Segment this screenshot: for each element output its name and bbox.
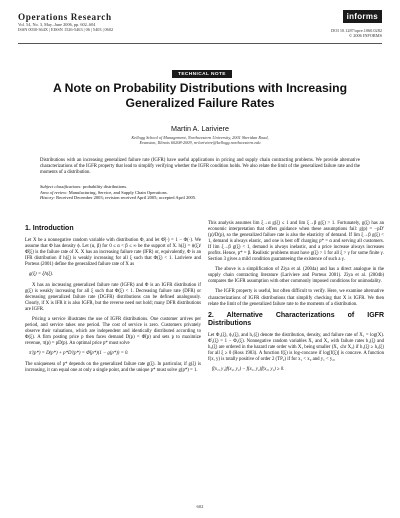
right-column <box>208 221 384 378</box>
equation-2: π′(p*) = D(p*) + p*D′(p*) = Φ̄(p*)(1 − g(p*)) = 0. <box>29 351 129 357</box>
volume-line: Vol. 54, No. 3, May–June 2006, pp. 602–604 <box>18 22 96 27</box>
history-value: Received December 2003; revision received April 2005; accepted April 2005. <box>56 195 197 201</box>
affiliation-line-2: Evanston, Illinois 60208-2009, m-lariviere@kellogg.northwestern.edu <box>139 140 261 146</box>
paragraph: The uniqueness of p* depends on the generalized failure rate g(ξ). In particular, if g(ξ) is increasing, it can equal one at only a single point, and the unique p* must solve g(p*) = 1. <box>25 362 201 374</box>
issn-line: ISSN 0030-364X | EISSN 1526-5463 | 06 | 5403 | 0602 <box>18 27 114 32</box>
doi: DOI 10.1287/opre.1060.0282 <box>331 28 382 33</box>
area-label: Area of review: <box>40 189 68 195</box>
paragraph: The above is a simplification of Ziya et al. (2004a) and has a direct analogue in the supply chain contracting literature (Lariviere and Porteus 2001). Ziya et al. (2004b) compares the IGFR assumption with other commonly imposed conditions for unimodality. <box>208 267 384 285</box>
paragraph: Let Φ₁(ξ), ϕ₁(ξ), and h₁(ξ) denote the distribution, density, and failure rate of X₁ = log(X). Φ̄₁(ξ) = 1 − Φ₁(ξ). Nonnegative random variables X₁ and X₂ with failure rates h₁(ξ) and h₂(ξ) are ordered in the hazard rate order with X₁ being smaller (X₁ ≤hr X₂) if h₁(ξ) ≥ h₂(ξ) for all ξ ≥ 0 (Ross 1983). A function f(ξ) is log-concave if log[f(ξ)] is concave. A function f(x, y) is totally positive of order 2 (TP₂) if for x₁ < x₂ and y₁ < y₂, <box>208 332 384 362</box>
affiliation-line-1: Kellogg School of Management, Northwestern University, 2001 Sheridan Road, <box>131 135 269 140</box>
paragraph: Let X be a nonnegative random variable with distribution Φ, and let Φ̄(·) = 1 − Φ(·). We assume that Φ has density ϕ. Let (α, β) for 0 ≤ α < β ≤ ∞ be the support of X. h(ξ) = ϕ(ξ)/Φ̄(ξ) is the failure rate of X. X has an increasing failure rate (IFR) or, equivalently, Φ is an IFR distribution if h(ξ) is weakly increasing for all ξ such that Φ(ξ) < 1. Lariviere and Porteus (2001) define the generalized failure rate of X as <box>25 237 201 267</box>
title-line-1: A Note on Probability Distributions with Increasing <box>52 81 348 95</box>
equation-1: g(ξ) = ξh(ξ). <box>29 271 54 277</box>
publisher-logo: informs <box>343 10 382 23</box>
paragraph: X has an increasing generalized failure rate (IGFR) and Φ is an IGFR distribution if g(ξ) is weakly increasing for all ξ such that Φ(ξ) < 1. Decreasing failure rate (DFR) or decreasing generalized failure rate (DGFR) distributions can be defined analogously. Clearly, if X is IFR it is also IGFR, but the reverse need not hold; many DFR distributions are IGFR. <box>25 282 201 312</box>
journal-name: Operations Research <box>18 12 112 22</box>
title-line-2: Generalized Failure Rates <box>125 96 275 110</box>
page-number: 602 <box>196 504 204 509</box>
subject-value: probability distributions. <box>82 184 128 189</box>
section-2-heading: 2. Alternative Characterizations of IGFR Distributions <box>208 311 384 328</box>
abstract: Distributions with an increasing generalized failure rate (IGFR) have useful applications in pricing and supply chain contracting problems. We provide alternative characterizations of the IGFR property that lead to simplify verifying whether the IGFR condition holds. We also relate the limit of the generalized failure rate and the moments of a distribution. <box>40 158 360 176</box>
article-title <box>30 81 370 111</box>
paragraph: This analysis assumes lim ξ→α g(ξ) ≤ 1 and lim ξ→β g(ξ) > 1. Fortunately, g(ξ) has an economic interpretation that offers guidance when these assumptions fail: g(p) = −pD′(p)/D(p), so the generalized failure rate is also the elasticity of demand. If lim ξ→β g(ξ) < 1, demand is always elastic, and one is best off charging p* = α and serving all customers. If lim ξ→β g(ξ) < 1, demand is always inelastic, and a price increase always increases profits. Hence, p* = β. Realistic problems must have g(ξ) > 1 for all ξ > γ for some finite γ. Section 3 gives a mild condition guaranteeing the existence of such a γ. <box>208 221 384 263</box>
copyright: © 2006 INFORMS <box>348 33 382 39</box>
article-type-tag: TECHNICAL NOTE <box>172 70 232 78</box>
equation-3: f(x₁, y₁)f(x₂, y₂) − f(x₁, y₂)f(x₂, y₁) ≥ 0. <box>212 366 285 372</box>
article-metadata <box>40 184 360 201</box>
header-rule <box>18 43 382 44</box>
history <box>40 195 360 201</box>
journal-header <box>18 12 113 32</box>
area-value: Manufacturing, Service, and Supply Chain Operations. <box>68 189 168 195</box>
doi-block <box>331 28 382 38</box>
affiliation <box>40 135 360 145</box>
subject-label: Subject classifications: <box>40 184 82 189</box>
author-name: Martin A. Lariviere <box>171 124 229 133</box>
history-label: History: <box>40 195 55 201</box>
section-1-heading: 1. Introduction <box>25 225 74 232</box>
left-column <box>25 221 201 378</box>
paragraph: Pricing a service illustrates the use of IGFR distributions. One customer arrives per period, and service takes one period. The cost of service is zero. Customers privately observe their valuations, which are independent and identically distributed according to Φ(ξ). A firm posting price p then faces demand D(p) = Φ̄(p) and sets p to maximize revenue, π(p) = pD(p). An optimal price p* must solve <box>25 317 201 347</box>
paragraph: The IGFR property is useful, but often difficult to verify. Here, we examine alternative characterizations of IGFR distributions that simplify checking that X is IGFR. We then relate the limit of the generalized failure rate to the moments of a distribution. <box>208 289 384 307</box>
